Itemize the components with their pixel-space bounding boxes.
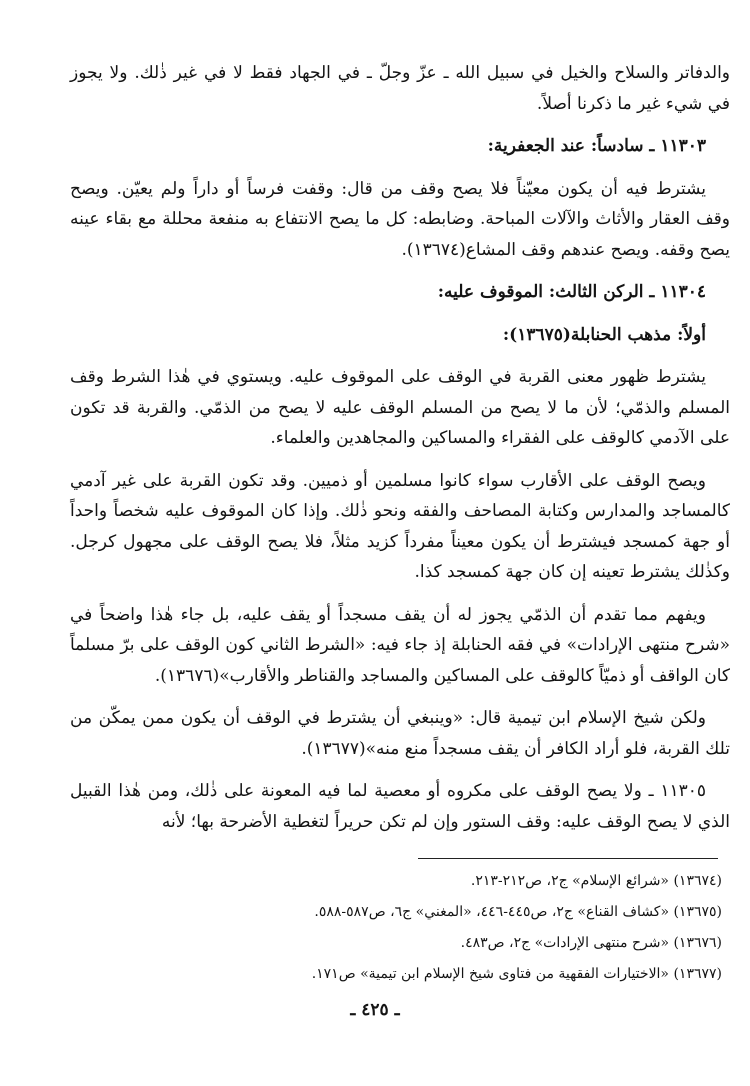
footnote-13676: (١٣٦٧٦) «شرح منتهى الإرادات» ج٢، ص٤٨٣. (460, 935, 722, 951)
footnote-13677: (١٣٦٧٧) «الاختيارات الفقهية من فتاوى شيخ الإسلام ابن تيمية» ص١٧١. (311, 966, 722, 982)
paragraph-4: ويصح الوقف على الأقارب سواء كانوا مسلمين أو ذميين. وقد تكون القربة على غير آدمي كالمساجد والمدارس وكتابة المصاحف والفقه ونحو ذٰلك. وإذا كان الموقوف عليه شخصاً واحداً أو جهة كمسجد فيشترط أن يكون معيناً مفرداً كزيد مثلاً، فلا يصح الوقف على مجهول كرجل. وكذٰلك يشترط تعينه إن كان جهة كمسجد كذا. (70, 470, 730, 582)
paragraph-2: يشترط فيه أن يكون معيّناً فلا يصح وقف من قال: وقفت فرساً أو داراً ولم يعيّن. ويصح وقف العقار والأثاث والآلات المباحة. وضابطه: كل ما يصح الانتفاع به منفعة محللة مع بقاء عينه يصح وقفه. ويصح عندهم وقف المشاع(١٣٦٧٤). (70, 178, 730, 260)
paragraph-5: ويفهم مما تقدم أن الذمّي يجوز له أن يقف مسجداً أو يقف عليه، بل جاء هٰذا واضحاً في «شرح منتهى الإرادات» في فقه الحنابلة إذ جاء فيه: «الشرط الثاني كون الوقف على برّ مسلماً كان الواقف أو ذميّاً كالوقف على المساكين والمساجد والقناطر والأقارب»(١٣٦٧٦). (70, 604, 730, 686)
paragraph-1: والدفاتر والسلاح والخيل في سبيل الله ـ عزّ وجلّ ـ في الجهاد فقط لا في غير ذٰلك. ولا يجوز في شيء غير ما ذكرنا أصلاً. (70, 63, 730, 114)
section-heading-third-pillar: ١١٣٠٤ ـ الركن الثالث: الموقوف عليه: (437, 282, 706, 302)
section-heading-jafariya: ١١٣٠٣ ـ سادساً: عند الجعفرية: (487, 136, 706, 156)
page-number: ـ ٤٢٥ ـ (350, 1000, 400, 1020)
footnote-13674: (١٣٦٧٤) «شرائع الإسلام» ج٢، ص٢١٢-٢١٣. (470, 873, 722, 889)
footnote-separator (418, 858, 718, 859)
paragraph-7: ١١٣٠٥ ـ ولا يصح الوقف على مكروه أو معصية لما فيه المعونة على ذٰلك، ومن هٰذا القبيل الذي لا يصح الوقف عليه: وقف الستور وإن لم تكن حريراً لتغطية الأضرحة بها؛ لأنه (70, 781, 730, 832)
paragraph-3: يشترط ظهور معنى القربة في الوقف على الموقوف عليه. ويستوي في هٰذا الشرط وقف المسلم والذمّي؛ لأن ما لا يصح من المسلم الوقف عليه لا يصح من الذمّي. والقربة قد تكون على الآدمي كالوقف على الفقراء والمساكين والمجاهدين والعلماء. (70, 367, 730, 448)
footnotes (70, 866, 722, 990)
footnote-13675: (١٣٦٧٥) «كشاف القناع» ج٢، ص٤٤٥-٤٤٦، «المغني» ج٦، ص٥٨٧-٥٨٨. (314, 904, 722, 920)
paragraph-6: ولكن شيخ الإسلام ابن تيمية قال: «وينبغي أن يشترط في الوقف أن يكون ممن يمكّن من تلك القربة، فلو أراد الكافر أن يقف مسجداً منع منه»(١٣٦٧٧). (70, 708, 730, 759)
subheading-hanbali: أولاً: مذهب الحنابلة(١٣٦٧٥): (502, 324, 706, 345)
main-text (70, 58, 730, 849)
